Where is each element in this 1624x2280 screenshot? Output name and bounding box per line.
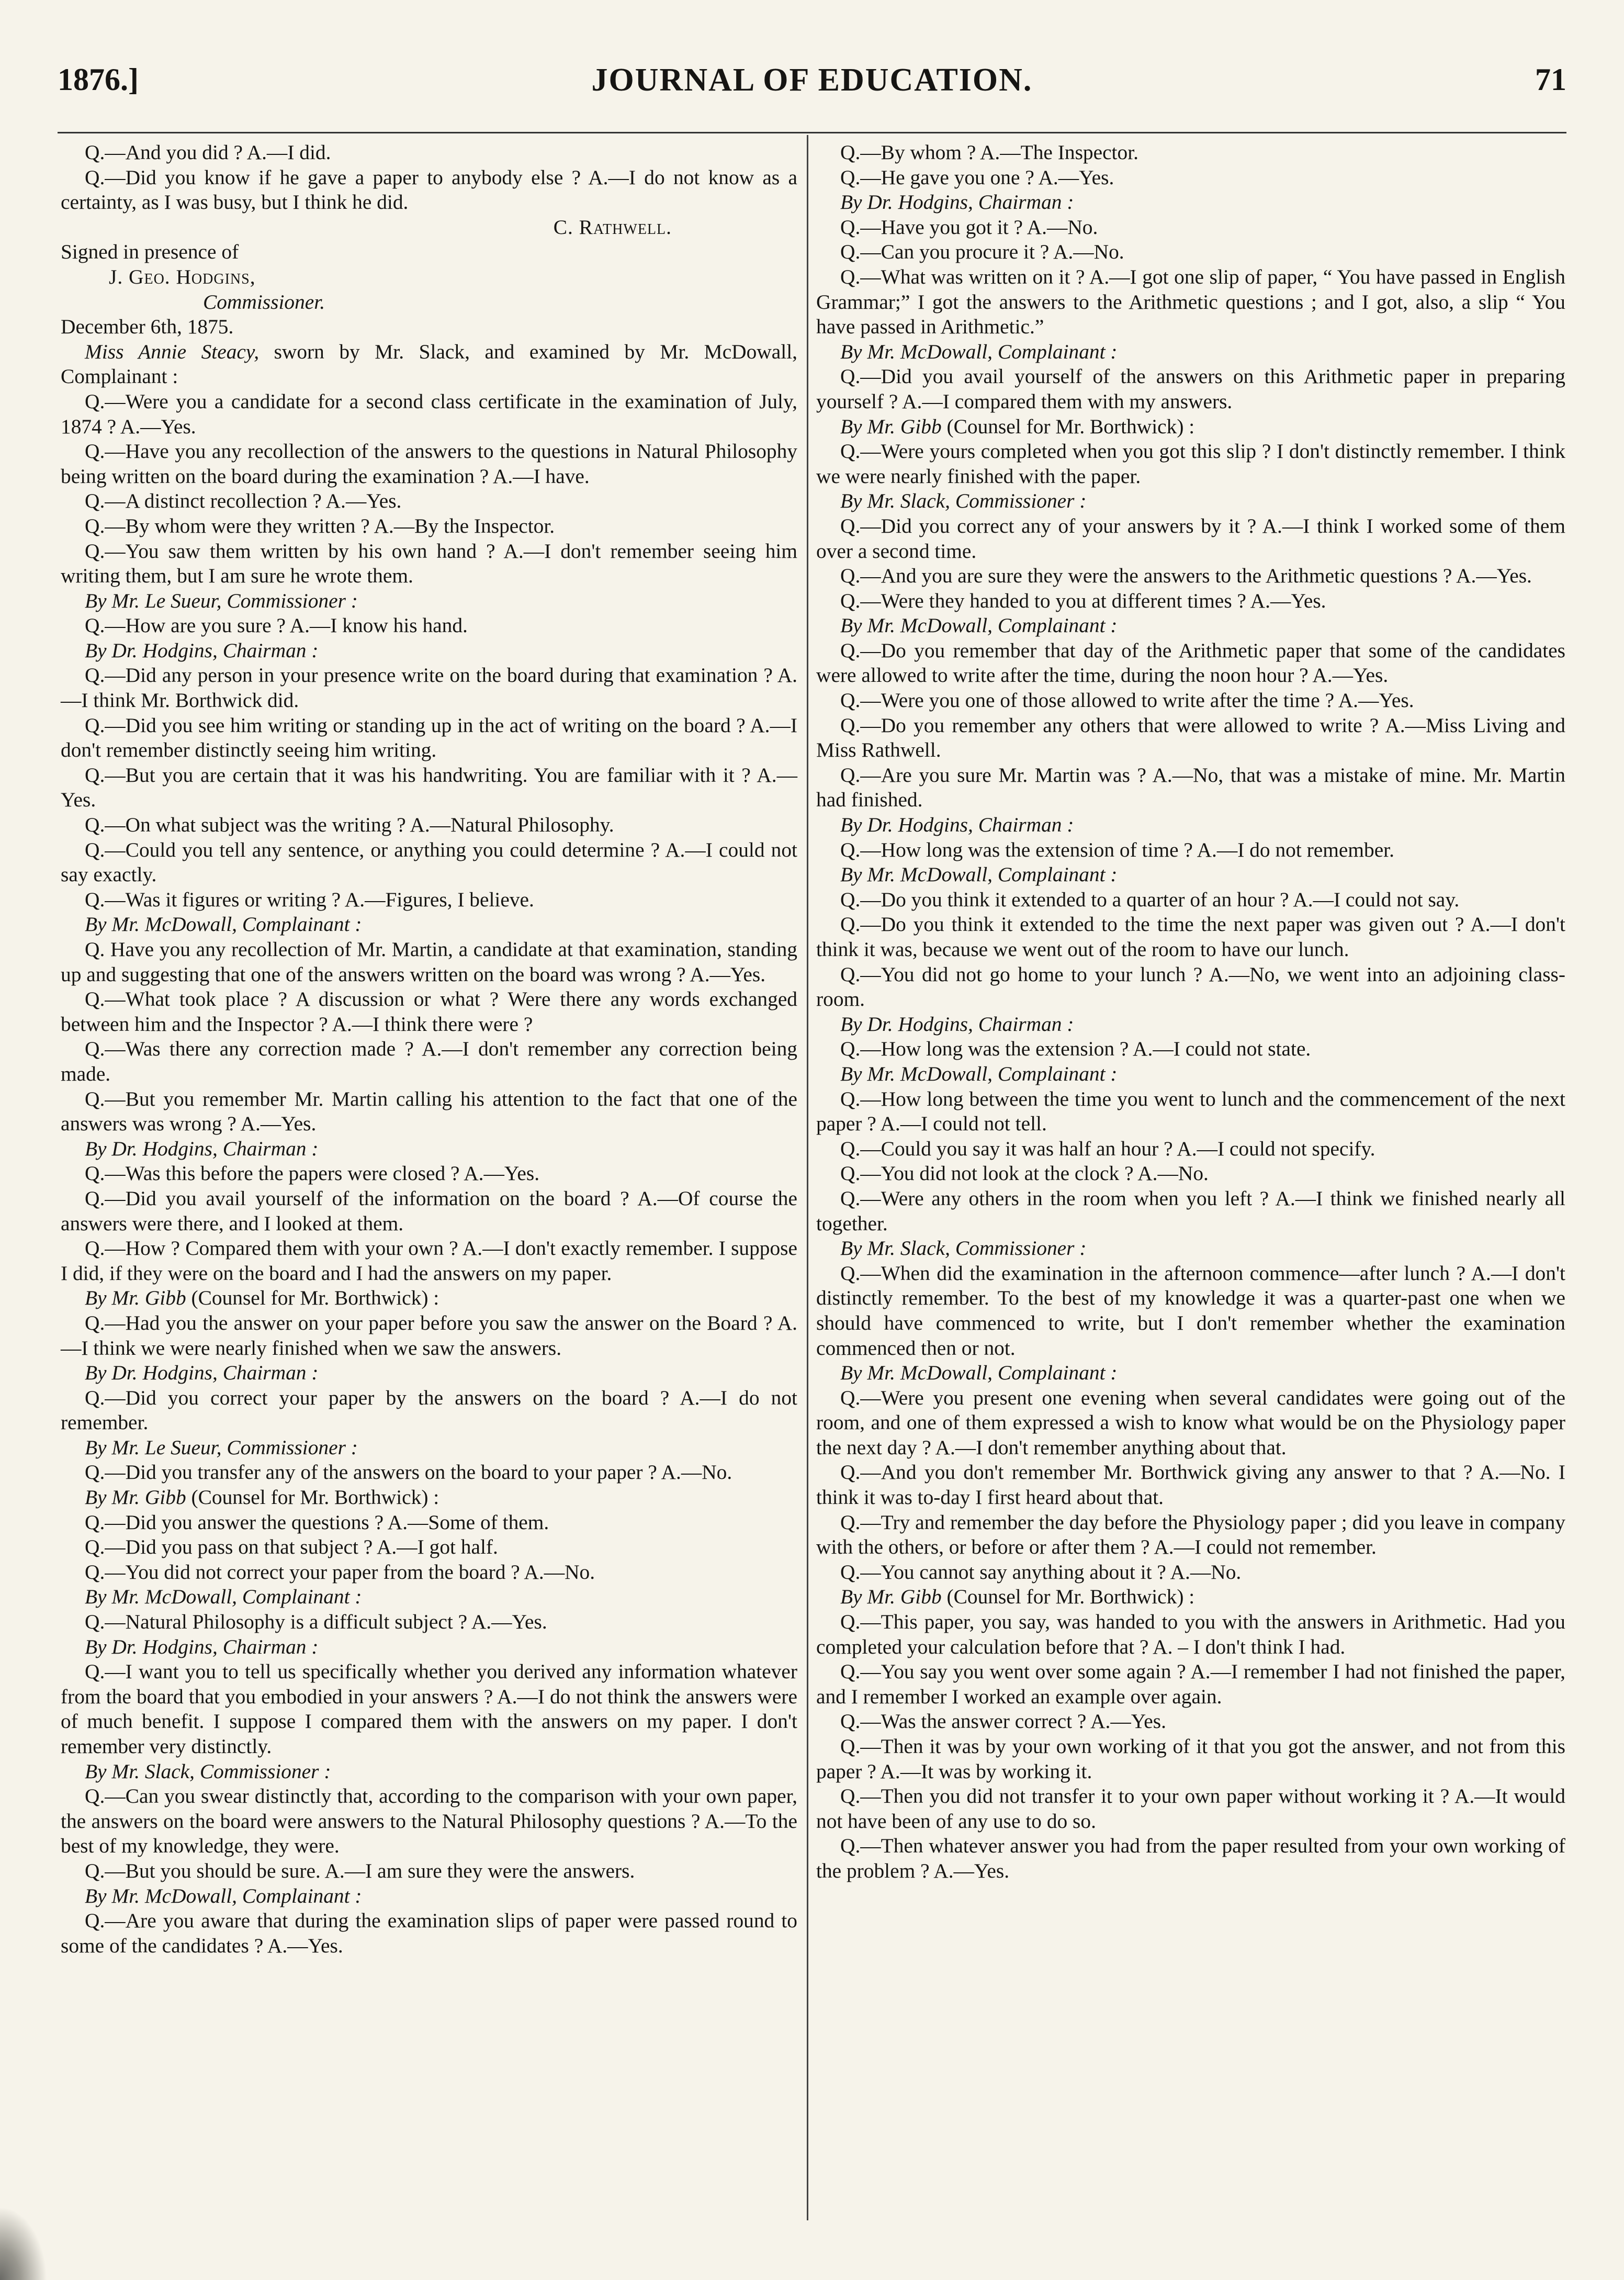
examiner-heading: By Mr. McDowall, Complainant :: [85, 913, 362, 936]
qa-paragraph: Q.—How long was the extension ? A.—I could not state.: [840, 1037, 1311, 1061]
qa-paragraph: Q.—But you should be sure. A.—I am sure they were the answers.: [85, 1859, 635, 1882]
qa-paragraph: Q.—You did not look at the clock ? A.—No.: [840, 1162, 1209, 1185]
qa-paragraph: Q.—How long between the time you went to lunch and the commencement of the next paper ? A.—I could not tell.: [816, 1087, 1565, 1136]
qa-paragraph: Q.—But you remember Mr. Martin calling his attention to the fact that one of the answers was wrong ? A.—Yes.: [61, 1087, 797, 1136]
qa-paragraph: Q.—On what subject was the writing ? A.—Natural Philosophy.: [85, 813, 614, 837]
examiner-heading: By Mr. Slack, Commissioner :: [840, 489, 1087, 513]
qa-paragraph: Q.—Did you know if he gave a paper to anybody else ? A.—I do not know as a certainty, as I was busy, but I think he did.: [61, 165, 797, 214]
examiner-name: By Mr. Gibb: [85, 1486, 186, 1509]
examiner-heading: By Dr. Hodgins, Chairman :: [85, 1137, 319, 1160]
qa-paragraph: Q.—Could you say it was half an hour ? A.—I could not specify.: [840, 1137, 1375, 1160]
qa-paragraph: Q.—Did you answer the questions ? A.—Some of them.: [85, 1510, 549, 1534]
examiner-heading: By Mr. McDowall, Complainant :: [840, 1062, 1118, 1085]
left-column: [61, 140, 797, 1958]
journal-title: JOURNAL OF EDUCATION.: [591, 62, 1033, 98]
qa-paragraph: Q.—And you did ? A.—I did.: [85, 141, 331, 164]
date-line: December 6th, 1875.: [61, 315, 234, 339]
qa-paragraph: Q.—Do you remember that day of the Arithmetic paper that some of the candidates were allowed to write after the time, during the noon hour ? A.—Yes.: [816, 638, 1565, 687]
qa-paragraph: Q.—A distinct recollection ? A.—Yes.: [85, 489, 402, 513]
qa-paragraph: Q.—Then you did not transfer it to your own paper without working it ? A.—It would not have been of any use to do so.: [816, 1784, 1565, 1833]
commissioner-name: J. Geo. Hodgins,: [109, 265, 256, 288]
qa-paragraph: Q.—Were yours completed when you got this slip ? I don't distinctly remember. I think we were nearly finished with the paper.: [816, 440, 1565, 488]
qa-paragraph: Q.—By whom ? A.—The Inspector.: [840, 141, 1138, 164]
qa-paragraph: Q.—Did you pass on that subject ? A.—I got half.: [85, 1535, 498, 1559]
examiner-heading: By Mr. McDowall, Complainant :: [840, 863, 1118, 886]
page-number: 71: [1535, 62, 1566, 97]
examiner-role: (Counsel for Mr. Borthwick) :: [941, 414, 1195, 438]
qa-paragraph: Q.—Were you present one evening when several candidates were going out of the room, and one of them expressed a wish to know what would be on the Physiology paper the next day ? A.—I don't remember anything about that.: [816, 1386, 1565, 1459]
qa-paragraph: Q.—Try and remember the day before the Physiology paper ; did you leave in company with the others, or before or after them ? A.—I could not remember.: [816, 1510, 1565, 1559]
examiner-heading: By Mr. Le Sueur, Commissioner :: [85, 589, 358, 612]
qa-paragraph: Q.—Are you aware that during the examination slips of paper were passed round to some of the candidates ? A.—Yes.: [61, 1909, 797, 1957]
examiner-heading: [61, 1286, 797, 1311]
qa-paragraph: Q.—Are you sure Mr. Martin was ? A.—No, that was a mistake of mine. Mr. Martin had finished.: [816, 763, 1565, 812]
right-column: [816, 140, 1565, 1884]
sworn-rest: sworn by Mr. Slack, and examined by Mr. McDowall, Complainant :: [61, 340, 797, 388]
qa-paragraph: Q.—Can you procure it ? A.—No.: [840, 240, 1124, 264]
examiner-heading: By Mr. Le Sueur, Commissioner :: [85, 1435, 358, 1459]
qa-paragraph: Q.—Were you a candidate for a second class certificate in the examination of July, 1874 ? A.—Yes.: [61, 389, 797, 438]
qa-paragraph: Q.—What took place ? A discussion or what ? Were there any words exchanged between him and the Inspector ? A.—I think there were ?: [61, 987, 797, 1036]
page-header: [58, 62, 1566, 114]
qa-paragraph: Q.—Did you correct your paper by the answers on the board ? A.—I do not remember.: [61, 1386, 797, 1434]
qa-paragraph: Q.—Was the answer correct ? A.—Yes.: [840, 1710, 1166, 1733]
qa-paragraph: Q.—When did the examination in the afternoon commence—after lunch ? A.—I don't distinctly remember. To the best of my knowledge it was a quarter-past one when we should have commenced to write, but I don't remember whether the examination commenced then or not.: [816, 1261, 1565, 1360]
qa-paragraph: Q.—He gave you one ? A.—Yes.: [840, 165, 1114, 189]
qa-paragraph: Q.—Did you avail yourself of the information on the board ? A.—Of course the answers were there, and I looked at them.: [61, 1186, 797, 1235]
column-divider: [807, 135, 808, 2220]
qa-paragraph: Q. Have you any recollection of Mr. Martin, a candidate at that examination, standing up and suggesting that one of the answers written on the board was wrong ? A.—Yes.: [61, 938, 797, 986]
examiner-heading: By Mr. Slack, Commissioner :: [840, 1237, 1087, 1260]
qa-paragraph: Q.—And you don't remember Mr. Borthwick giving any answer to that ? A.—No. I think it was to-day I first heard about that.: [816, 1461, 1565, 1509]
qa-paragraph: Q.—Did you avail yourself of the answers on this Arithmetic paper in preparing yourself ? A.—I compared them with my answers.: [816, 365, 1565, 413]
header-year: 1876.]: [58, 62, 139, 97]
header-rule: [58, 132, 1566, 133]
qa-paragraph: Q.—I want you to tell us specifically whether you derived any information whatever from the board that you embodied in your answers ? A.—I do not think the answers were of much benefit. I suppose I compared them with the answers on my paper. I don't remember very distinctly.: [61, 1660, 797, 1758]
examiner-role: (Counsel for Mr. Borthwick) :: [186, 1286, 439, 1310]
examiner-heading: By Mr. McDowall, Complainant :: [840, 340, 1118, 363]
examiner-name: By Mr. Gibb: [840, 1585, 942, 1609]
examiner-heading: By Dr. Hodgins, Chairman :: [85, 638, 319, 662]
qa-paragraph: Q.—How long was the extension of time ? A.—I do not remember.: [840, 838, 1394, 861]
qa-paragraph: Q.—Were you one of those allowed to write after the time ? A.—Yes.: [840, 689, 1414, 712]
qa-paragraph: Q.—Did you transfer any of the answers on the board to your paper ? A.—No.: [85, 1461, 732, 1484]
qa-paragraph: Q.—Was this before the papers were closed ? A.—Yes.: [85, 1162, 540, 1185]
qa-paragraph: Q.—Can you swear distinctly that, according to the comparison with your own paper, the answers on the board were answers to the Natural Philosophy questions ? A.—To the best of my knowledge, they were.: [61, 1784, 797, 1858]
qa-paragraph: Q.—How are you sure ? A.—I know his hand.: [85, 614, 468, 637]
examiner-heading: [816, 1585, 1565, 1610]
examiner-role: (Counsel for Mr. Borthwick) :: [186, 1486, 439, 1509]
qa-paragraph: Q.—Was it figures or writing ? A.—Figures, I believe.: [85, 888, 534, 911]
examiner-heading: By Mr. McDowall, Complainant :: [85, 1884, 362, 1907]
qa-paragraph: Q.—Then whatever answer you had from the paper resulted from your own working of the problem ? A.—Yes.: [816, 1834, 1565, 1882]
examiner-heading: [816, 414, 1565, 440]
qa-paragraph: Q.—You cannot say anything about it ? A.—No.: [840, 1560, 1242, 1583]
qa-paragraph: Q.—Have you any recollection of the answers to the questions in Natural Philosophy being written on the board during the examination ? A.—I have.: [61, 440, 797, 488]
examiner-heading: By Mr. McDowall, Complainant :: [840, 1361, 1118, 1385]
qa-paragraph: Q.—This paper, you say, was handed to you with the answers in Arithmetic. Had you completed your calculation before that ? A. – I don't think I had.: [816, 1610, 1565, 1658]
qa-paragraph: Q.—Could you tell any sentence, or anything you could determine ? A.—I could not say exactly.: [61, 838, 797, 886]
qa-paragraph: Q.—Was there any correction made ? A.—I don't remember any correction being made.: [61, 1037, 797, 1085]
qa-paragraph: Q.—Did any person in your presence write on the board during that examination ? A.—I think Mr. Borthwick did.: [61, 664, 797, 712]
qa-paragraph: Q.—You saw them written by his own hand ? A.—I don't remember seeing him writing them, but I am sure he wrote them.: [61, 539, 797, 588]
qa-paragraph: Q.—Did you see him writing or standing up in the act of writing on the board ? A.—I don't remember distinctly seeing him writing.: [61, 713, 797, 762]
examiner-heading: By Dr. Hodgins, Chairman :: [840, 813, 1074, 837]
examiner-name: By Mr. Gibb: [85, 1286, 186, 1310]
examiner-heading: By Mr. McDowall, Complainant :: [85, 1585, 362, 1609]
sworn-line: [61, 340, 797, 389]
qa-paragraph: Q.—But you are certain that it was his handwriting. You are familiar with it ? A.—Yes.: [61, 763, 797, 812]
qa-paragraph: Q.—Have you got it ? A.—No.: [840, 215, 1098, 239]
witness-signature: C. Rathwell.: [553, 215, 672, 239]
witness-name: Miss Annie Steacy,: [85, 340, 260, 363]
qa-paragraph: Q.—What was written on it ? A.—I got one slip of paper, “ You have passed in English Grammar;” I got the answers to the Arithmetic questions ; and I got, also, a slip “ You have passed in Arithmetic.”: [816, 265, 1565, 339]
qa-paragraph: Q.—Natural Philosophy is a difficult subject ? A.—Yes.: [85, 1610, 547, 1634]
examiner-heading: By Dr. Hodgins, Chairman :: [840, 190, 1074, 214]
qa-paragraph: Q.—You say you went over some again ? A.—I remember I had not finished the paper, and I remember I worked an example over again.: [816, 1660, 1565, 1708]
qa-paragraph: Q.—Then it was by your own working of it that you got the answer, and not from this paper ? A.—It was by working it.: [816, 1735, 1565, 1783]
examiner-heading: By Mr. Slack, Commissioner :: [85, 1759, 331, 1783]
qa-paragraph: Q.—Do you think it extended to a quarter of an hour ? A.—I could not say.: [840, 888, 1460, 911]
scan-corner-shadow: [0, 2207, 47, 2280]
examiner-heading: By Mr. McDowall, Complainant :: [840, 614, 1118, 637]
examiner-heading: By Dr. Hodgins, Chairman :: [840, 1012, 1074, 1036]
qa-paragraph: Q.—Do you remember any others that were allowed to write ? A.—Miss Living and Miss Rathwell.: [816, 713, 1565, 762]
qa-paragraph: Q.—Do you think it extended to the time the next paper was given out ? A.—I don't think it was, because we went out of the room to have our lunch.: [816, 913, 1565, 961]
examiner-heading: By Dr. Hodgins, Chairman :: [85, 1361, 319, 1385]
commissioner-title: Commissioner.: [203, 290, 325, 313]
qa-paragraph: Q.—By whom were they written ? A.—By the Inspector.: [85, 514, 555, 537]
qa-paragraph: Q.—How ? Compared them with your own ? A.—I don't exactly remember. I suppose I did, if they were on the board and I had the answers on my paper.: [61, 1237, 797, 1285]
examiner-heading: By Dr. Hodgins, Chairman :: [85, 1635, 319, 1658]
qa-paragraph: Q.—And you are sure they were the answers to the Arithmetic questions ? A.—Yes.: [840, 564, 1532, 588]
examiner-name: By Mr. Gibb: [840, 414, 942, 438]
signed-line: Signed in presence of: [61, 240, 239, 264]
examiner-heading: [61, 1485, 797, 1510]
qa-paragraph: Q.—Did you correct any of your answers by it ? A.—I think I worked some of them over a second time.: [816, 514, 1565, 563]
qa-paragraph: Q.—You did not correct your paper from the board ? A.—No.: [85, 1560, 595, 1583]
qa-paragraph: Q.—Were any others in the room when you left ? A.—I think we finished nearly all together.: [816, 1186, 1565, 1235]
examiner-role: (Counsel for Mr. Borthwick) :: [941, 1585, 1195, 1609]
qa-paragraph: Q.—You did not go home to your lunch ? A.—No, we went into an adjoining class-room.: [816, 962, 1565, 1011]
qa-paragraph: Q.—Were they handed to you at different times ? A.—Yes.: [840, 589, 1326, 612]
qa-paragraph: Q.—Had you the answer on your paper before you saw the answer on the Board ? A.—I think we were nearly finished when we saw the answers.: [61, 1311, 797, 1360]
